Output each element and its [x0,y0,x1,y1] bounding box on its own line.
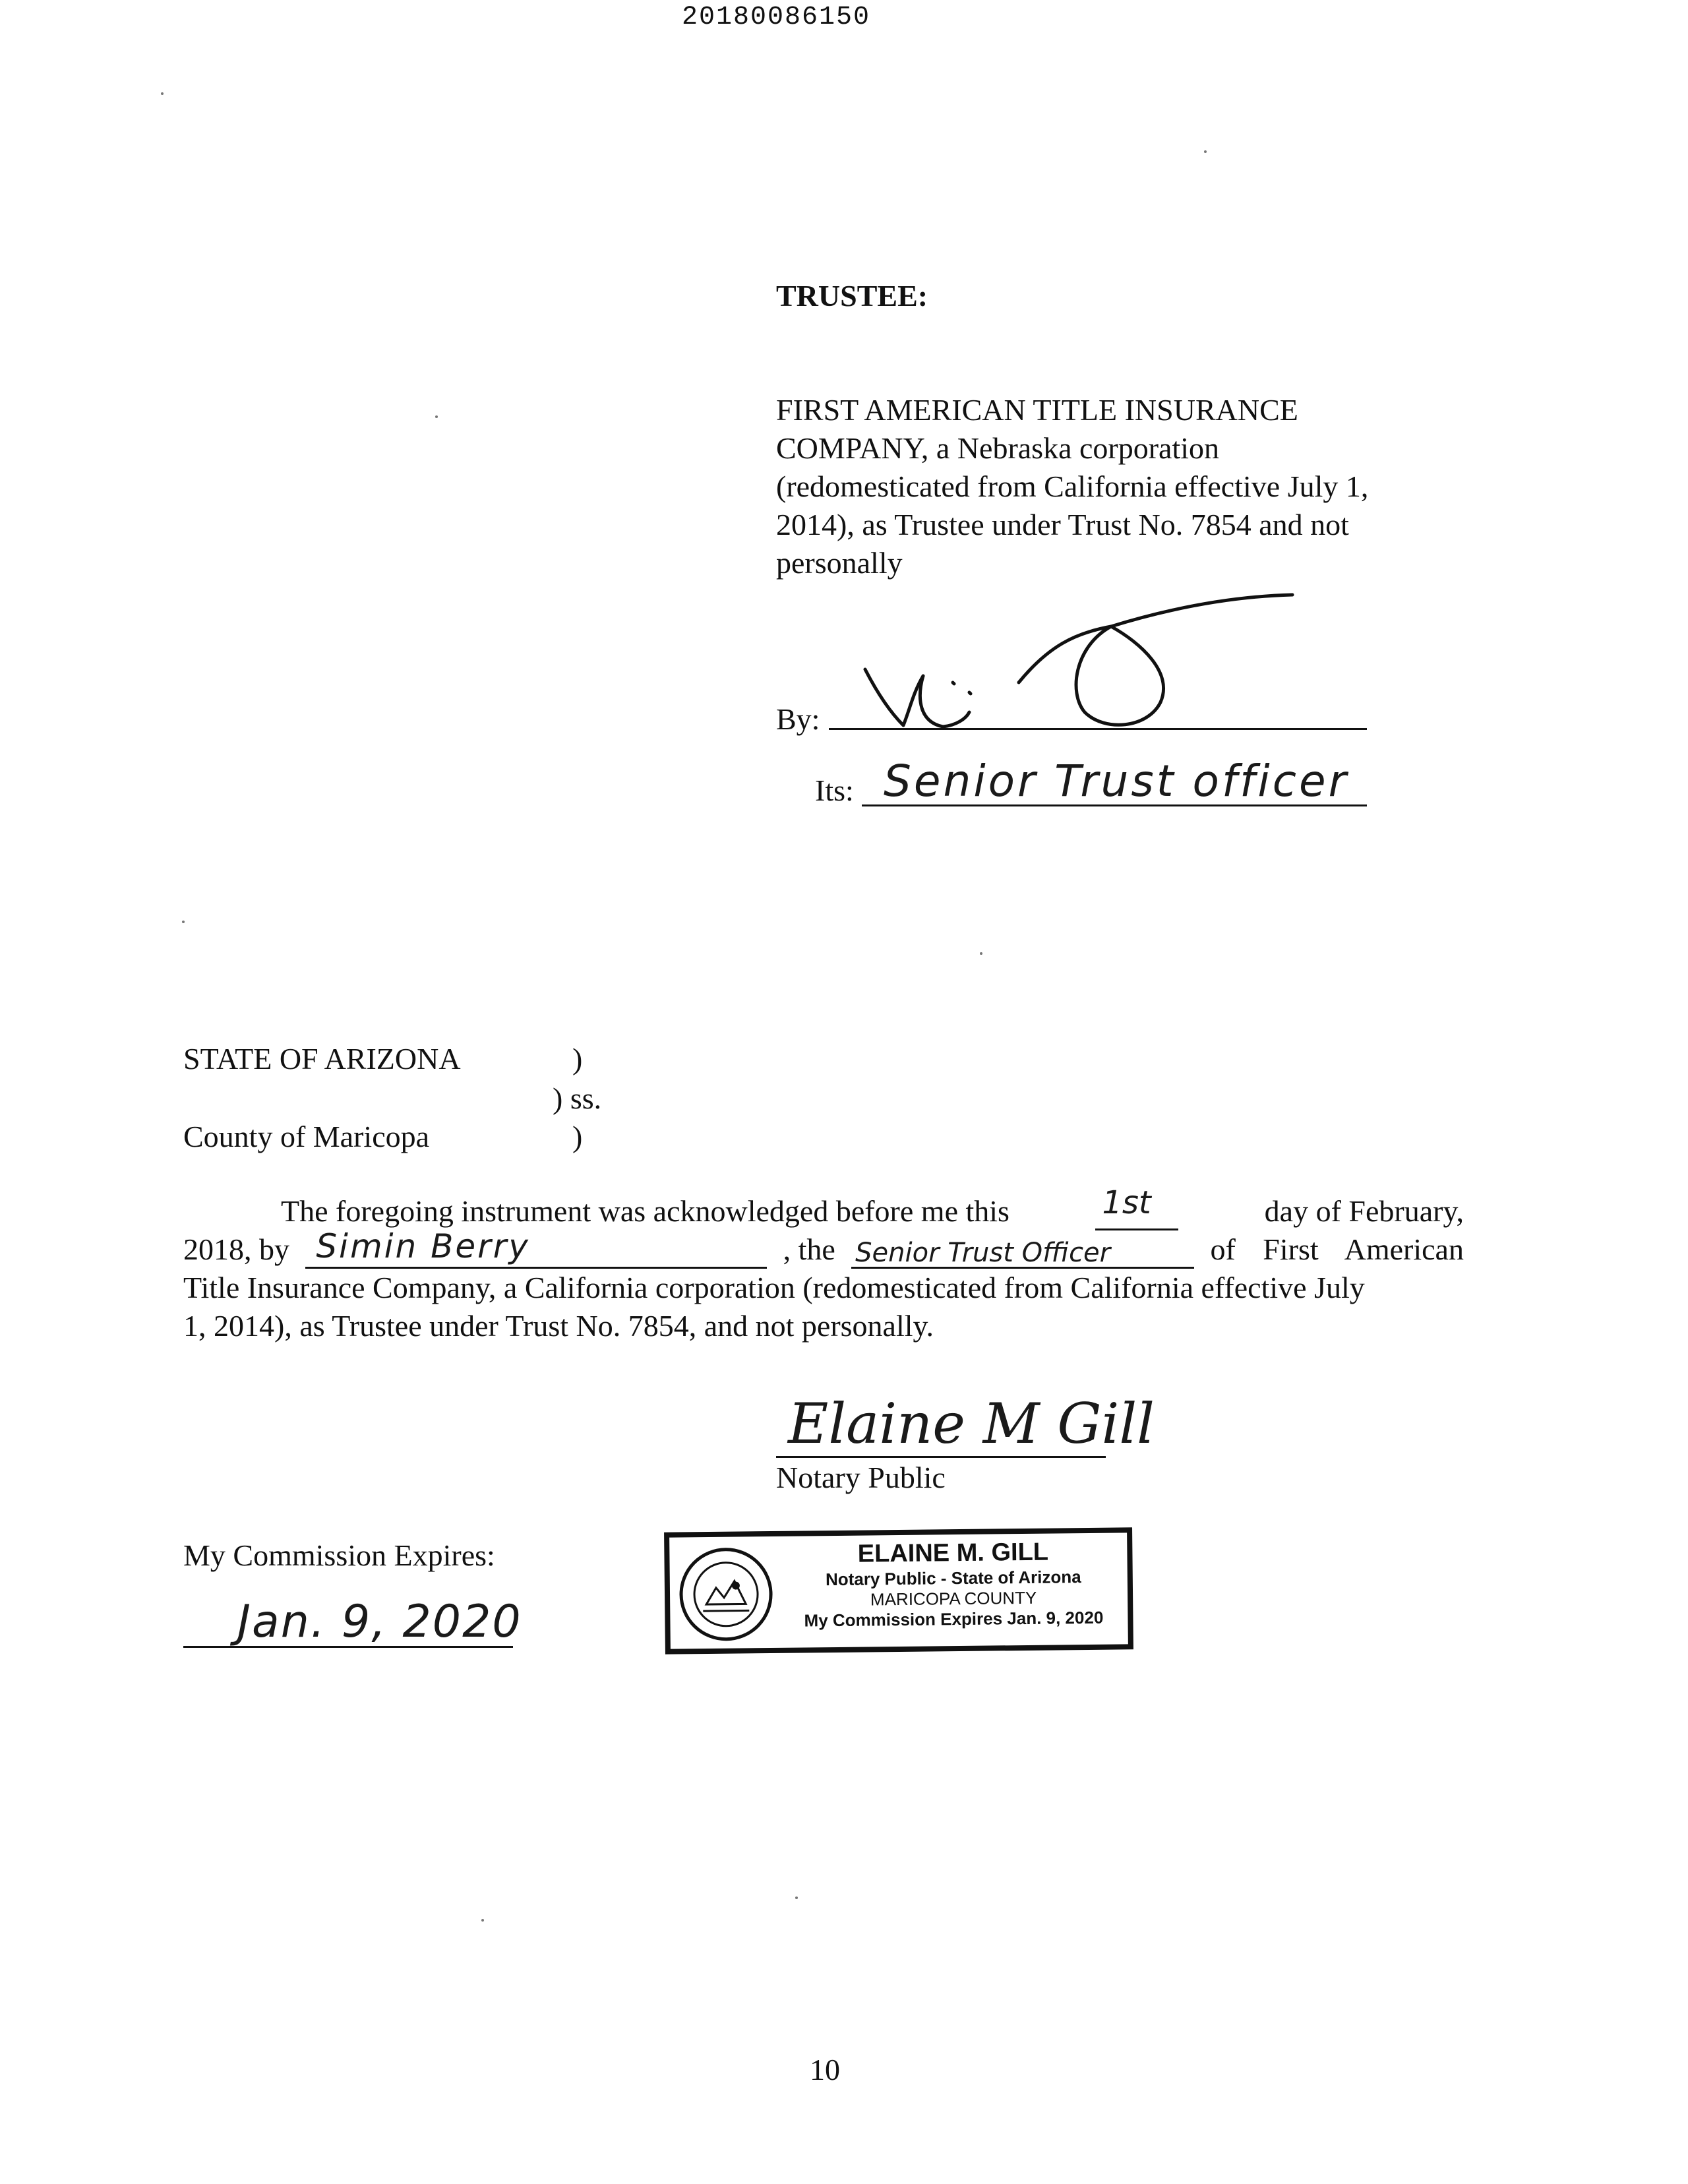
trustee-entity-description [776,391,1501,582]
state-seal-icon [676,1544,776,1645]
scan-speck [481,1919,484,1922]
its-label: Its: [815,774,854,807]
stamp-notary-name: ELAINE M. GILL [857,1538,1049,1568]
venue-paren-top: ) [572,1042,583,1076]
notary-public-label: Notary Public [776,1461,946,1494]
stamp-line-3: MARICOPA COUNTY [870,1587,1037,1610]
ack-day-handwritten: 1st [1102,1184,1151,1221]
acknowledgment-line-2 [183,1227,1464,1269]
notary-signature: Elaine M Gill [788,1391,1155,1456]
trustee-line: personally [776,546,903,580]
notary-signature-line [776,1456,1106,1458]
ack-day-blank [1095,1184,1178,1230]
trustee-line: 2014), as Trustee under Trust No. 7854 and not [776,508,1349,541]
ack-name-blank [305,1227,767,1269]
commission-expires-label: My Commission Expires: [183,1538,495,1572]
document-number: 20180086150 [682,3,871,32]
notary-stamp [664,1527,1133,1654]
scan-speck [182,921,185,923]
venue-county: County of Maricopa [183,1120,430,1153]
scan-speck [161,92,164,95]
trustee-heading: TRUSTEE: [776,279,928,313]
acknowledgment-line-1 [281,1184,1464,1230]
commission-date-handwritten: Jan. 9, 2020 [237,1596,522,1648]
its-handwritten-title: Senior Trust officer [884,756,1349,806]
venue-ss: ) ss. [553,1081,602,1115]
ack-name-handwritten: Simin Berry [316,1227,530,1265]
ack-text: The foregoing instrument was acknowledged before me this [281,1194,1010,1228]
by-label: By: [776,702,820,736]
stamp-line-2: Notary Public - State of Arizona [825,1567,1081,1590]
trustee-signature [851,587,1312,739]
scan-speck [435,415,438,418]
stamp-text [781,1536,1125,1631]
ack-title-handwritten: Senior Trust Officer [855,1238,1111,1268]
trustee-line: FIRST AMERICAN TITLE INSURANCE [776,393,1298,427]
trustee-line: (redomesticated from California effective July 1, [776,470,1369,503]
scan-speck [1204,150,1207,153]
venue-paren-bottom: ) [572,1120,583,1153]
scan-speck [795,1896,798,1899]
ack-text: day of February, [1264,1194,1464,1228]
scan-speck [980,952,982,955]
ack-text: of First American [1210,1232,1464,1266]
acknowledgment-line-4: 1, 2014), as Trustee under Trust No. 7854, and not personally. [183,1309,934,1343]
page-number: 10 [810,2053,840,2086]
acknowledgment-line-3: Title Insurance Company, a California corporation (redomesticated from California effective July [183,1271,1365,1304]
ack-text: 2018, by [183,1232,289,1266]
stamp-line-4: My Commission Expires Jan. 9, 2020 [804,1607,1104,1631]
ack-title-blank [851,1232,1194,1269]
venue-state: STATE OF ARIZONA [183,1042,461,1076]
trustee-line: COMPANY, a Nebraska corporation [776,431,1220,465]
ack-text: , the [783,1232,835,1266]
